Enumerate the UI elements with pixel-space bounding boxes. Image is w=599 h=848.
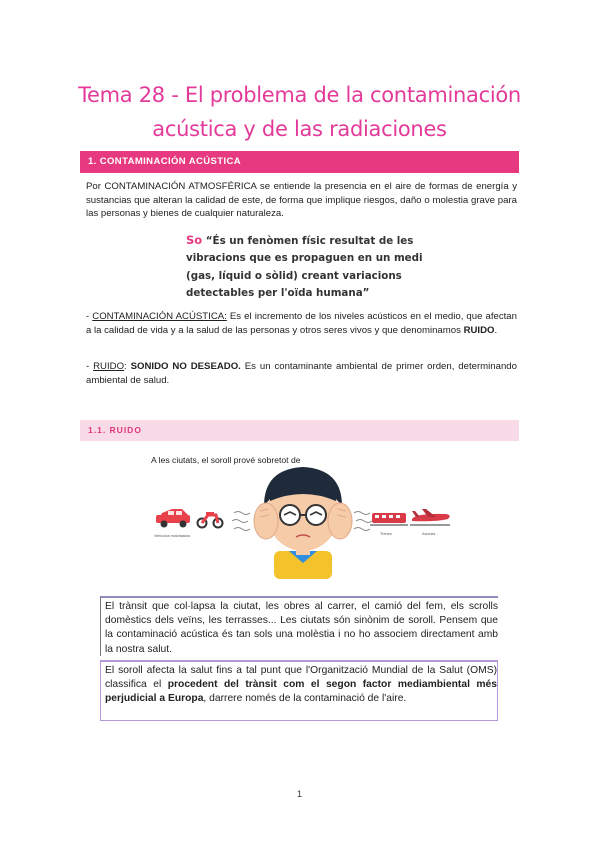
intro-paragraph: Por CONTAMINACIÓN ATMOSFÉRICA se entiende la presencia en el aire de formas de energía y sustancias que alteran la calidad de este, de forma que implique riesgos, daño o molestia grave para las personas y bienes de cualquier naturaleza. — [86, 181, 517, 220]
noise-illustration — [146, 451, 468, 579]
def1-bold: RUIDO — [463, 324, 495, 336]
car-icon — [156, 509, 190, 528]
def2-term: RUIDO — [93, 361, 125, 372]
page-number: 1 — [296, 789, 302, 799]
vehicles-label: Vehículos motorizados — [154, 534, 191, 538]
traffic-noise-box — [100, 596, 498, 656]
quote-block — [186, 232, 446, 302]
section-heading-contaminacion-acustica: 1. CONTAMINACIÓN ACÚSTICA — [80, 151, 519, 173]
illustration-graphic — [146, 451, 468, 579]
who-noise-box — [100, 660, 498, 721]
def1-dash: - — [86, 311, 93, 322]
subsection-heading-ruido: 1.1. RUIDO — [80, 420, 519, 441]
def2-bold: SONIDO NO DESEADO. — [130, 361, 241, 372]
planes-label: Aviones — [422, 532, 436, 536]
def2-colon: : — [124, 361, 131, 372]
def1-text: Es el incremento de los niveles acústicos en el medio, que afectan a la calidad de vida y a la salud de las personas y otros seres vivos y que denominamos — [86, 311, 517, 336]
box2-bold: procedent del trànsit com el segon factor mediambiental més perjudicial a Europa — [105, 679, 498, 705]
def2-text: Es un contaminante ambiental de primer orden, determinando ambiental de salud. — [86, 361, 517, 386]
noise-waves-right-icon — [354, 512, 372, 531]
title-line-2: acústica y de las radiaciones — [152, 117, 447, 141]
box2-text1: El soroll afecta la salut fins a tal punt que l'Organització Mundial de la Salut (OMS) classifica el — [105, 665, 497, 691]
definition-contaminacion-acustica — [86, 310, 517, 337]
person-covering-ears-icon — [254, 467, 352, 579]
box1-text: El trànsit que col·lapsa la ciutat, les obres al carrer, el camió del fem, els scrolls domèstics dels veïns, les terrasses... Les ciutats són sinònim de soroll. Pensem que la contaminació acústica és tan sols una molèstia i no ho associem directament amb la nostra salut. — [105, 601, 498, 655]
title-line-1: Tema 28 - El problema de la contaminación — [78, 83, 521, 107]
box2-text2: , darrere només de la contaminació de l'aire. — [203, 693, 407, 705]
noise-waves-left-icon — [232, 512, 250, 531]
page-title — [60, 78, 539, 146]
def1-end: . — [494, 324, 498, 336]
train-icon — [370, 513, 408, 525]
definition-ruido — [86, 360, 517, 387]
quote-text: “És un fenòmen físic resultat de les vibracions que es propaguen en un medi (gas, líquid o sòlid) creant variacions detectables per l'oïda humana” — [186, 235, 423, 299]
motorbike-icon — [198, 512, 223, 528]
quote-prefix: So — [186, 233, 203, 247]
def1-term: CONTAMINACIÓN ACÚSTICA: — [92, 311, 227, 322]
def2-dash: - — [86, 361, 94, 372]
trains-label: Trenes — [380, 532, 392, 536]
illustration-caption: A les ciutats, el soroll prové sobretot de — [151, 455, 301, 465]
airplane-icon — [410, 509, 450, 525]
